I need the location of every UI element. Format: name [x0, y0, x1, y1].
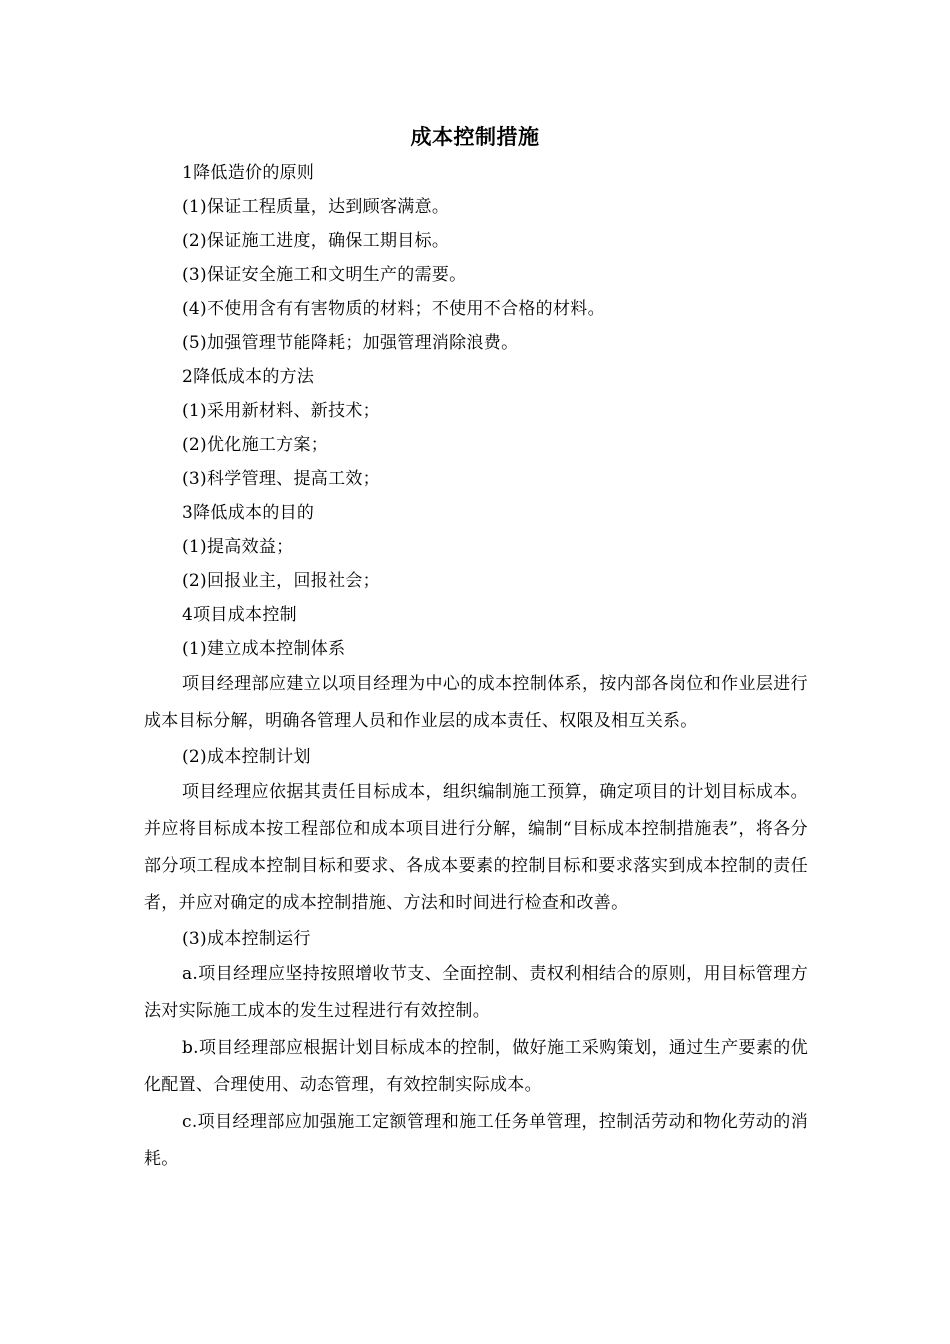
list-item: (4)不使用含有有害物质的材料；不使用不合格的材料。	[182, 299, 605, 319]
section-heading-2: 2降低成本的方法	[182, 367, 315, 387]
list-item: (5)加强管理节能降耗；加强管理消除浪费。	[182, 333, 519, 353]
section-heading-3: 3降低成本的目的	[182, 503, 315, 523]
section-heading-1: 1降低造价的原则	[182, 163, 315, 183]
subsection-heading: (1)建立成本控制体系	[182, 639, 346, 659]
list-item: (3)科学管理、提高工效；	[182, 469, 380, 489]
paragraph: b.项目经理部应根据计划目标成本的控制，做好施工采购策划，通过生产要素的优化配置、合理使用、动态管理，有效控制实际成本。	[144, 1038, 808, 1095]
section-heading-4: 4项目成本控制	[182, 605, 297, 625]
list-item: (2)优化施工方案；	[182, 435, 329, 455]
subsection-heading: (2)成本控制计划	[182, 747, 311, 767]
list-item: (2)保证施工进度，确保工期目标。	[182, 231, 450, 251]
document-title: 成本控制措施	[410, 124, 540, 149]
paragraph: c.项目经理部应加强施工定额管理和施工任务单管理，控制活劳动和物化劳动的消耗。	[144, 1112, 808, 1169]
paragraph: 项目经理部应建立以项目经理为中心的成本控制体系，按内部各岗位和作业层进行成本目标分解，明确各管理人员和作业层的成本责任、权限及相互关系。	[144, 674, 808, 731]
document-body	[144, 156, 808, 1178]
paragraph: a.项目经理应坚持按照增收节支、全面控制、责权利相结合的原则，用目标管理方法对实际施工成本的发生过程进行有效控制。	[144, 964, 808, 1021]
list-item: (2)回报业主，回报社会；	[182, 571, 380, 591]
list-item: (1)保证工程质量，达到顾客满意。	[182, 197, 450, 217]
paragraph: 项目经理应依据其责任目标成本，组织编制施工预算，确定项目的计划目标成本。并应将目标成本按工程部位和成本项目进行分解，编制“目标成本控制措施表”，将各分部分项工程成本控制目标和要求、各成本要素的控制目标和要求落实到成本控制的责任者，并应对确定的成本控制措施、方法和时间进行检查和改善。	[144, 782, 808, 913]
subsection-heading: (3)成本控制运行	[182, 929, 311, 949]
list-item: (1)采用新材料、新技术；	[182, 401, 380, 421]
list-item: (3)保证安全施工和文明生产的需要。	[182, 265, 467, 285]
list-item: (1)提高效益；	[182, 537, 294, 557]
